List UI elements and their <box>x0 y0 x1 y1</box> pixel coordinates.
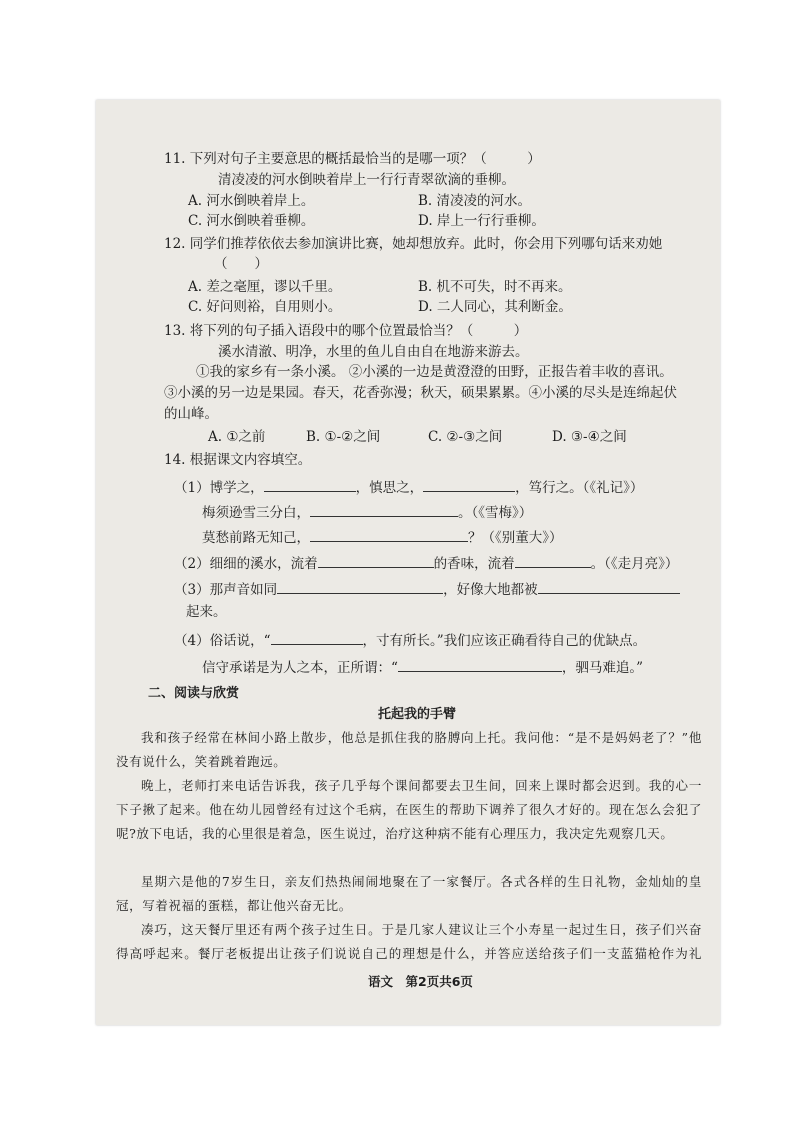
q13-option-a: A. ①之前 <box>208 429 266 445</box>
q14-line3-a: 莫愁前路无知己， <box>202 530 310 546</box>
q14-line1-a: （1）博学之， <box>174 480 264 496</box>
q12-option-b: B. 机不可失，时不再来。 <box>418 279 572 295</box>
answer-blank[interactable] <box>398 657 562 672</box>
q14-line8-a: 信守承诺是为人之本，正所谓：“ <box>202 660 398 676</box>
q11-option-c: C. 河水倒映着垂柳。 <box>188 213 315 229</box>
q14-stem: 14. 根据课文内容填空。 <box>164 452 312 468</box>
q13-stem: 13. 将下列的句子插入语段中的哪个位置最恰当？（ ） <box>164 323 528 339</box>
answer-blank[interactable] <box>271 630 363 645</box>
page-footer: 语文 第2页共6页 <box>368 974 473 989</box>
passage-paragraph-4: 凑巧，这天餐厅里还有两个孩子过生日。于是几家人建议让三个小寿星一起过生日，孩子们兴奋得高呼起来。餐厅老板提出让孩子们说说自己的理想是什么，并答应送给孩子们一支蓝猫枪作为礼 <box>116 922 702 961</box>
q11-sentence: 清凌凌的河水倒映着岸上一行行青翠欲滴的垂柳。 <box>218 172 515 188</box>
page-content <box>96 100 720 1025</box>
q13-option-b: B. ①-②之间 <box>306 429 381 445</box>
q14-line8-b: ，驷马难追。” <box>561 660 644 676</box>
q13-passage-line3: 的山峰。 <box>164 406 218 422</box>
passage-paragraph-1: 我和孩子经常在林间小路上散步，他总是抓住我的胳膊向上托。我问他：“是不是妈妈老了？”他没有说什么，笑着跳着跑远。 <box>116 730 702 769</box>
answer-blank[interactable] <box>310 502 458 517</box>
q14-line5-b: ，好像大地都被 <box>443 582 538 598</box>
answer-blank[interactable] <box>318 553 434 568</box>
exam-paper <box>96 100 720 1025</box>
q14-line7 <box>174 630 646 650</box>
q11-option-a: A. 河水倒映着岸上。 <box>188 193 315 209</box>
q11-stem: 11. 下列对句子主要意思的概括最恰当的是哪一项？（ ） <box>164 151 541 167</box>
answer-blank[interactable] <box>423 477 515 492</box>
q14-line5 <box>174 579 680 599</box>
q13-passage-line1: ①我的家乡有一条小溪。 ②小溪的一边是黄澄澄的田野，正报告着丰收的喜讯。 <box>196 364 673 380</box>
q14-line4-c: 。（《走月亮》） <box>590 556 679 572</box>
q14-line1-c: ，笃行之。（《礼记》） <box>515 480 644 496</box>
q14-line7-b: ，寸有所长。”我们应该正确看待自己的优缺点。 <box>362 633 647 649</box>
q14-line8 <box>202 657 643 677</box>
answer-blank[interactable] <box>538 579 680 594</box>
answer-blank[interactable] <box>310 527 468 542</box>
answer-blank[interactable] <box>277 579 443 594</box>
q13-sentence: 溪水清澈、明净，水里的鱼儿自由自在地游来游去。 <box>218 344 529 360</box>
q14-line3-b: ？（《别董大》） <box>468 530 563 546</box>
q13-option-d: D. ③-④之间 <box>552 429 627 445</box>
q14-line6: 起来。 <box>186 604 227 620</box>
q14-line4-a: （2）细细的溪水，流着 <box>174 556 318 572</box>
q14-line2-b: 。（《雪梅》） <box>458 505 533 521</box>
q12-option-d: D. 二人同心，其利断金。 <box>418 299 572 315</box>
answer-blank[interactable] <box>515 553 591 568</box>
q12-option-c: C. 好问则裕，自用则小。 <box>188 299 342 315</box>
q12-option-a: A. 差之毫厘，谬以千里。 <box>188 279 342 295</box>
q14-line2-a: 梅须逊雪三分白， <box>202 505 310 521</box>
q13-option-c: C. ②-③之间 <box>428 429 503 445</box>
q14-line7-a: （4）俗话说，“ <box>174 633 271 649</box>
passage-title: 托起我的手臂 <box>378 707 457 722</box>
q14-line1-b: ，慎思之， <box>355 480 424 496</box>
q11-option-b: B. 清凌凌的河水。 <box>418 193 532 209</box>
q13-passage-line2: ③小溪的另一边是果园。春天，花香弥漫；秋天，硕果累累。④小溪的尽头是连绵起伏 <box>164 385 677 401</box>
q14-line4 <box>174 553 678 573</box>
q12-paren: （ ） <box>214 256 268 272</box>
q12-stem: 12. 同学们推荐依依去参加演讲比赛，她却想放弃。此时，你会用下列哪句话来劝她 <box>164 236 663 252</box>
q14-line4-b: 的香味，流着 <box>433 556 515 572</box>
q14-line3 <box>202 527 563 547</box>
q14-line2 <box>202 502 532 522</box>
q11-option-d: D. 岸上一行行垂柳。 <box>418 213 545 229</box>
q14-line5-a: （3）那声音如同 <box>174 582 278 598</box>
section-heading: 二、阅读与欣赏 <box>148 686 240 701</box>
answer-blank[interactable] <box>264 477 356 492</box>
q14-line1 <box>174 477 643 497</box>
passage-paragraph-2: 晚上，老师打来电话告诉我，孩子几乎每个课间都要去卫生间，回来上课时都会迟到。我的心一下子揪了起来。他在幼儿园曾经有过这个毛病，在医生的帮助下调养了很久才好的。现在怎么会犯了呢?放下电话，我的心里很是着急，医生说过，治疗这种病不能有心理压力，我决定先观察几天。 <box>116 778 702 841</box>
passage-paragraph-3: 星期六是他的7岁生日，亲友们热热闹闹地聚在了一家餐厅。各式各样的生日礼物，金灿灿的皇冠，写着祝福的蛋糕，都让他兴奋无比。 <box>116 874 702 913</box>
